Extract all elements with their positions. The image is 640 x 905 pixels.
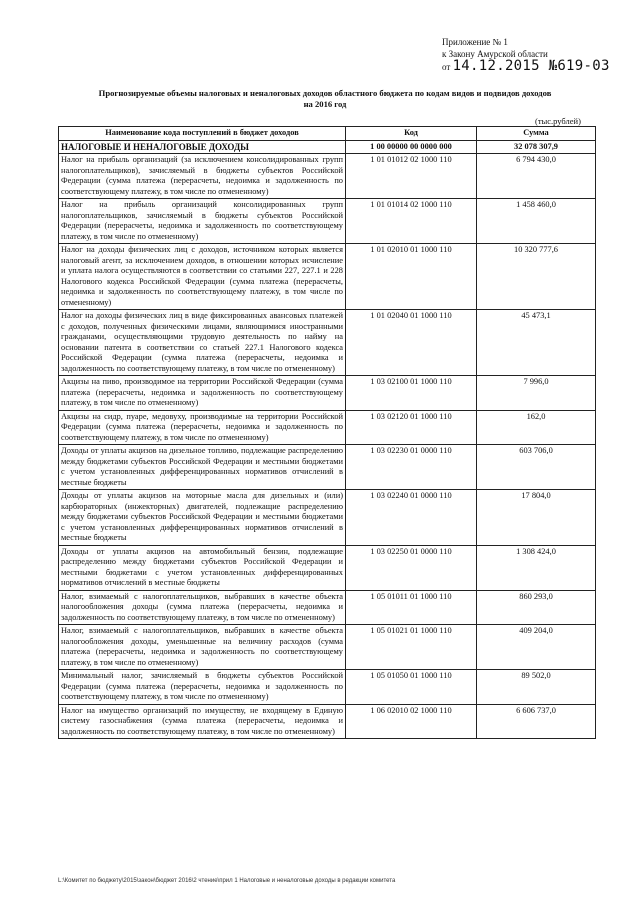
total-name: НАЛОГОВЫЕ И НЕНАЛОГОВЫЕ ДОХОДЫ: [59, 140, 346, 154]
row-code: 1 05 01021 01 1000 110: [346, 625, 477, 670]
row-code: 1 01 02010 01 1000 110: [346, 244, 477, 310]
total-sum: 32 078 307,9: [477, 140, 596, 154]
row-sum: 45 473,1: [477, 310, 596, 376]
table-row: [59, 445, 596, 490]
row-code: 1 05 01011 01 1000 110: [346, 590, 477, 625]
row-name: Доходы от уплаты акцизов на дизельное топливо, подлежащие распределению между бюджетами субъектов Российской Федерации и местными бюджетами с учетом установленных дифференцированных нормативов отчислений в местные бюджеты: [59, 445, 346, 490]
table-row: [59, 154, 596, 199]
row-code: 1 06 02010 02 1000 110: [346, 704, 477, 739]
appendix-line1: Приложение № 1: [442, 37, 508, 47]
row-code: 1 03 02250 01 0000 110: [346, 545, 477, 590]
row-code: 1 03 02120 01 1000 110: [346, 410, 477, 445]
column-header-code: Код: [346, 127, 477, 141]
appendix-date-number: 14.12.2015 №619-03: [452, 58, 610, 74]
row-sum: 409 204,0: [477, 625, 596, 670]
row-name: Минимальный налог, зачисляемый в бюджеты субъектов Российской Федерации (сумма платежа (перерасчеты, недоимка и задолженность по соответствующему платежу, в том числе по отмененному): [59, 670, 346, 705]
title-line1: Прогнозируемые объемы налоговых и неналоговых доходов областного бюджета по кодам видов и подвидов доходов: [98, 88, 552, 98]
row-sum: 7 996,0: [477, 376, 596, 411]
row-name: Доходы от уплаты акцизов на автомобильный бензин, подлежащие распределению между бюджетами субъектов Российской Федерации и местными бюджетами с учетом установленных дифференцированных нормативов отчислений в местные бюджеты: [59, 545, 346, 590]
unit-label: (тыс.рублей): [535, 116, 581, 126]
table-row: [59, 199, 596, 244]
file-path-footer: L:\Комитет по бюджету\2015\закон\бюджет 2016\2 чтение\прил 1 Налоговые и неналоговые доходы в редакции комитета: [58, 878, 396, 884]
appendix-date-line: [442, 60, 632, 73]
row-sum: 6 606 737,0: [477, 704, 596, 739]
revenue-table: [58, 126, 596, 739]
row-sum: 6 794 430,0: [477, 154, 596, 199]
table-header-row: [59, 127, 596, 141]
appendix-prefix: от: [442, 62, 451, 72]
column-header-name: Наименование кода поступлений в бюджет доходов: [59, 127, 346, 141]
row-name: Налог, взимаемый с налогоплательщиков, выбравших в качестве объекта налогообложения доходы (сумма платежа (перерасчеты, недоимка и задолженность по соответствующему платежу, в том числе по отмененному): [59, 590, 346, 625]
total-row: [59, 140, 596, 154]
table-row: [59, 310, 596, 376]
row-code: 1 03 02230 01 0000 110: [346, 445, 477, 490]
row-sum: 89 502,0: [477, 670, 596, 705]
table-row: [59, 410, 596, 445]
column-header-sum: Сумма: [477, 127, 596, 141]
row-code: 1 05 01050 01 1000 110: [346, 670, 477, 705]
row-sum: 1 308 424,0: [477, 545, 596, 590]
table-row: [59, 376, 596, 411]
total-code: 1 00 00000 00 0000 000: [346, 140, 477, 154]
row-name: Налог на имущество организаций по имуществу, не входящему в Единую систему газоснабжения (сумма платежа (перерасчеты, недоимка и задолженность по соответствующему платежу, в том числе по отмененному): [59, 704, 346, 739]
table-row: [59, 244, 596, 310]
row-name: Налог на доходы физических лиц в виде фиксированных авансовых платежей с доходов, полученных физическими лицами, являющимися иностранными гражданами, осуществляющими трудовую деятельность по найму на основании патента в соответствии со статьей 227.1 Налогового кодекса Российской Федерации (сумма платежа (перерасчеты, недоимка и задолженность по соответствующему платежу, в том числе по отмененному): [59, 310, 346, 376]
row-name: Акцизы на сидр, пуаре, медовуху, производимые на территории Российской Федерации (сумма платежа (перерасчеты, недоимка и задолженность по соответствующему платежу, в том числе по отмененному): [59, 410, 346, 445]
row-code: 1 03 02240 01 0000 110: [346, 490, 477, 546]
row-name: Доходы от уплаты акцизов на моторные масла для дизельных и (или) карбюраторных (инжекторных) двигателей, подлежащие распределению между бюджетами субъектов Российской Федерации и местными бюджетами с учетом установленных дифференцированных нормативов отчислений в местные бюджеты: [59, 490, 346, 546]
row-name: Акцизы на пиво, производимое на территории Российской Федерации (сумма платежа (перерасчеты, недоимка и задолженность по соответствующему платежу, в том числе по отмененному): [59, 376, 346, 411]
table-row: [59, 670, 596, 705]
appendix-line2: к Закону Амурской области: [442, 49, 548, 59]
row-name: Налог на прибыль организаций консолидированных групп налогоплательщиков, зачисляемый в бюджеты субъектов Российской Федерации (перерасчеты, недоимка и задолженность по соответствующему платежу, в том числе по отмененному): [59, 199, 346, 244]
appendix-block: [442, 36, 632, 73]
table-row: [59, 704, 596, 739]
row-code: 1 01 02040 01 1000 110: [346, 310, 477, 376]
table-row: [59, 490, 596, 546]
row-code: 1 01 01014 02 1000 110: [346, 199, 477, 244]
row-sum: 603 706,0: [477, 445, 596, 490]
row-code: 1 01 01012 02 1000 110: [346, 154, 477, 199]
table-row: [59, 545, 596, 590]
row-sum: 17 804,0: [477, 490, 596, 546]
row-sum: 1 458 460,0: [477, 199, 596, 244]
row-sum: 162,0: [477, 410, 596, 445]
row-name: Налог, взимаемый с налогоплательщиков, выбравших в качестве объекта налогообложения доходы, уменьшенные на величину расходов (сумма платежа (перерасчеты, недоимка и задолженность по соответствующему платежу, в том числе по отмененному): [59, 625, 346, 670]
row-sum: 10 320 777,6: [477, 244, 596, 310]
row-name: Налог на доходы физических лиц с доходов, источником которых является налоговый агент, за исключением доходов, в отношении которых исчисление и уплата налога осуществляются в соответствии со статьями 227, 227.1 и 228 Налогового кодекса Российской Федерации (сумма платежа (перерасчеты, недоимка и задолженность по соответствующему платежу, в том числе по отмененному): [59, 244, 346, 310]
table-row: [59, 625, 596, 670]
row-name: Налог на прибыль организаций (за исключением консолидированных групп налогоплательщиков), зачисляемый в бюджеты субъектов Российской Федерации (сумма платежа (перерасчеты, недоимка и задолженность по соответствующему платежу, в том числе по отмененному): [59, 154, 346, 199]
title-line2: на 2016 год: [303, 99, 347, 109]
table-row: [59, 590, 596, 625]
document-title: [60, 88, 590, 110]
row-sum: 860 293,0: [477, 590, 596, 625]
row-code: 1 03 02100 01 1000 110: [346, 376, 477, 411]
